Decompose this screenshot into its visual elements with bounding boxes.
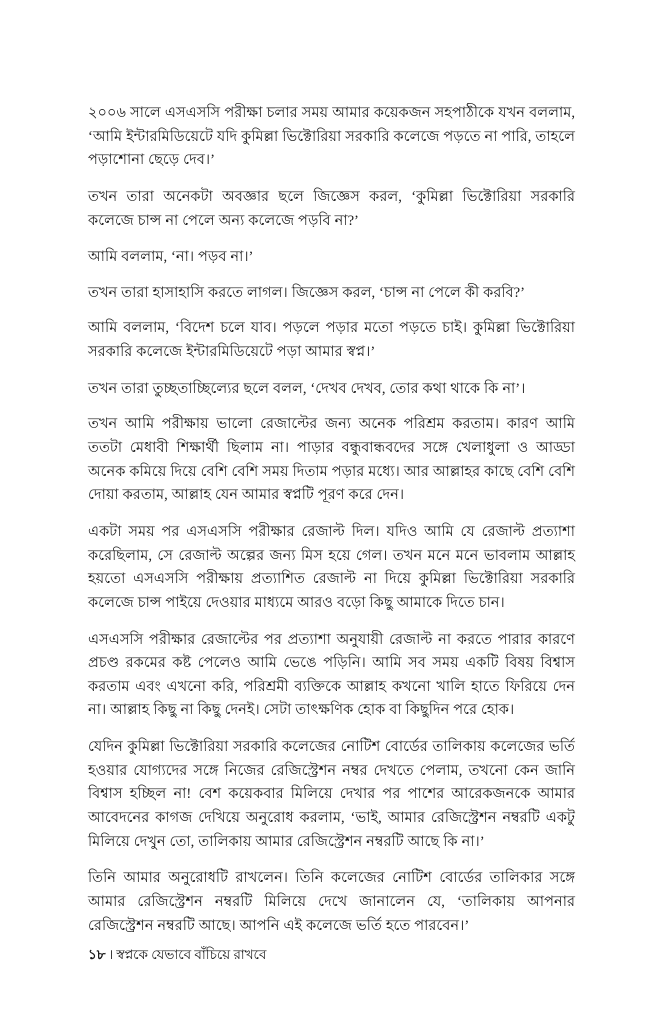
paragraph: এসএসসি পরীক্ষার রেজাল্টের পর প্রত্যাশা অনুযায়ী রেজাল্ট না করতে পারার কারণে প্রচণ্ড রকমের কষ্ট পেলেও আমি ভেঙে পড়িনি। আমি সব সময় একটি বিষয় বিশ্বাস করতাম এবং এখনো করি, পরিশ্রমী ব্যক্তিকে আল্লাহ কখনো খালি হাতে ফিরিয়ে দেন না। আল্লাহ কিছু না কিছু দেনই। সেটা তাৎক্ষণিক হোক বা কিছুদিন পরে হোক। <box>88 631 575 719</box>
paragraph: তখন তারা তুচ্ছতাচ্ছিল্যের ছলে বলল, ‘দেখব দেখব, তোর কথা থাকে কি না’। <box>88 380 526 397</box>
page-number: ১৮ <box>88 947 106 962</box>
paragraph: আমি বললাম, ‘না। পড়ব না।’ <box>88 249 254 266</box>
page-body-text <box>88 102 575 938</box>
paragraph: আমি বললাম, ‘বিদেশ চলে যাব। পড়লে পড়ার মতো পড়তে চাই। কুমিল্লা ভিক্টোরিয়া সরকারি কলেজে ইন্টারমিডিয়েটে পড়া আমার স্বপ্ন।’ <box>88 320 575 361</box>
paragraph: তখন আমি পরীক্ষায় ভালো রেজাল্টের জন্য অনেক পরিশ্রম করতাম। কারণ আমি ততটা মেধাবী শিক্ষার্থী ছিলাম না। পাড়ার বন্ধুবান্ধবদের সঙ্গে খেলাধুলা ও আড্ডা অনেক কমিয়ে দিয়ে বেশি বেশি সময় দিতাম পড়ার মধ্যে। আর আল্লাহর কাছে বেশি বেশি দোয়া করতাম, আল্লাহ যেন আমার স্বপ্নটি পূরণ করে দেন। <box>88 416 575 504</box>
book-title: স্বপ্নকে যেভাবে বাঁচিয়ে রাখবে <box>116 947 267 962</box>
paragraph: তিনি আমার অনুরোধটি রাখলেন। তিনি কলেজের নোটিশ বোর্ডের তালিকার সঙ্গে আমার রেজিস্ট্রেশন নম্বরটি মিলিয়ে দেখে জানালেন যে, ‘তালিকায় আপনার রেজিস্ট্রেশন নম্বরটি আছে। আপনি এই কলেজে ভর্তি হতে পারবেন।’ <box>88 870 575 934</box>
page-footer <box>88 946 575 965</box>
paragraph: তখন তারা অনেকটা অবজ্ঞার ছলে জিজ্ঞেস করল, ‘কুমিল্লা ভিক্টোরিয়া সরকারি কলেজে চান্স না পেলে অন্য কলেজে পড়বি না?’ <box>88 188 575 229</box>
footer-separator: । <box>108 947 114 962</box>
paragraph: তখন তারা হাসাহাসি করতে লাগল। জিজ্ঞেস করল, ‘চান্স না পেলে কী করবি?’ <box>88 284 526 301</box>
paragraph: ২০০৬ সালে এসএসসি পরীক্ষা চলার সময় আমার কয়েকজন সহপাঠীকে যখন বললাম, ‘আমি ইন্টারমিডিয়েটে যদি কুমিল্লা ভিক্টোরিয়া সরকারি কলেজে পড়তে না পারি, তাহলে পড়াশোনা ছেড়ে দেব।’ <box>88 105 575 169</box>
paragraph: যেদিন কুমিল্লা ভিক্টোরিয়া সরকারি কলেজের নোটিশ বোর্ডের তালিকায় কলেজের ভর্তি হওয়ার যোগ্যদের সঙ্গে নিজের রেজিস্ট্রেশন নম্বর দেখতে পেলাম, তখনো কেন জানি বিশ্বাস হচ্ছিল না! বেশ কয়েকবার মিলিয়ে দেখার পর পাশের আরেকজনকে আমার আবেদনের কাগজ দেখিয়ে অনুরোধ করলাম, ‘ভাই, আমার রেজিস্ট্রেশন নম্বরটি একটু মিলিয়ে দেখুন তো, তালিকায় আমার রেজিস্ট্রেশন নম্বরটি আছে কি না।’ <box>88 739 575 850</box>
paragraph: একটা সময় পর এসএসসি পরীক্ষার রেজাল্ট দিল। যদিও আমি যে রেজাল্ট প্রত্যাশা করেছিলাম, সে রেজাল্ট অল্পের জন্য মিস হয়ে গেল। তখন মনে মনে ভাবলাম আল্লাহ হয়তো এসএসসি পরীক্ষায় প্রত্যাশিত রেজাল্ট না দিয়ে কুমিল্লা ভিক্টোরিয়া সরকারি কলেজে চান্স পাইয়ে দেওয়ার মাধ্যমে আরও বড়ো কিছু আমাকে দিতে চান। <box>88 523 575 611</box>
